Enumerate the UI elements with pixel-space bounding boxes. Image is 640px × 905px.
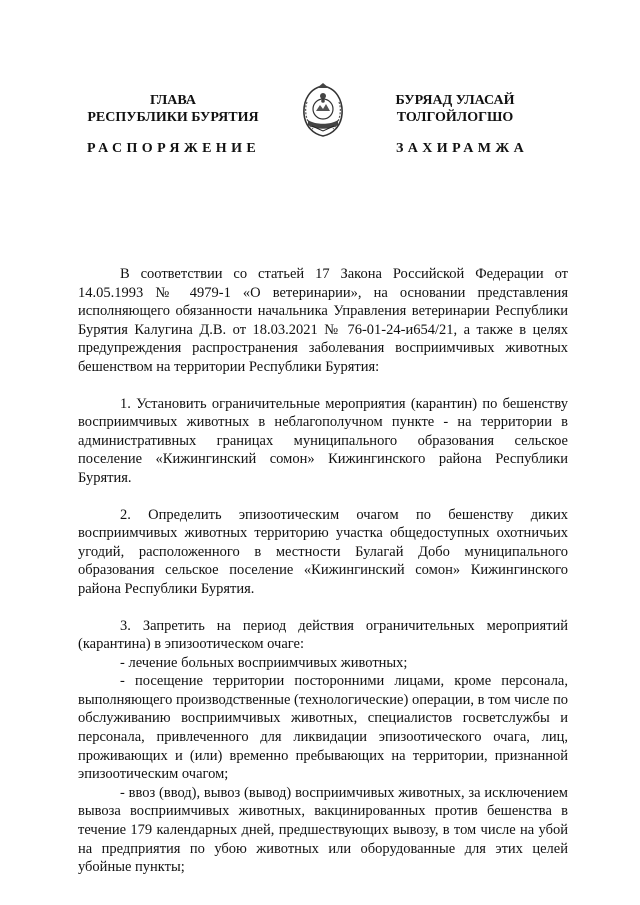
item-3b-paragraph: - посещение территории посторонними лицами, кроме персонала, выполняющего производственные (технологические) операции, в том числе по обслуживанию восприимчивых животных, специалистов госветслужбы и персонала, привлеченного для ликвидации эпизоотического очага, лиц, проживающих и (или) временно пребывающих на территории, признанной эпизоотическим очагом;	[78, 673, 568, 783]
header-left-line1: ГЛАВА	[150, 93, 196, 108]
intro-paragraph: В соответствии со статьей 17 Закона Российской Федерации от 14.05.1993 № 4979-1 «О ветеринарии», на основании представления исполняющего обязанности начальника Управления ветеринарии Республики Бурятия Калугина Д.В. от 18.03.2021 № 76-01-24-и654/21, а также в целях предупреждения распространения заболевания восприимчивых животных бешенством на территории Республики Бурятия:	[78, 266, 568, 375]
doc-type-right: ЗАХИРАМЖА	[396, 141, 529, 156]
item-3c-paragraph: - ввоз (ввод), вывоз (вывод) восприимчивых животных, за исключением вывоза восприимчивых животных, вакцинированных против бешенства в течение 179 календарных дней, предшествующих вывозу, в том числе на убой на предприятия по убою животных или оборудованные для этих целей убойные пункты;	[78, 784, 568, 876]
header-right-line1: БУРЯАД УЛАСАЙ	[395, 93, 515, 108]
item-3-paragraph: 3. Запретить на период действия ограничительных мероприятий (карантина) в эпизоотическом очаге:	[78, 617, 568, 653]
coat-of-arms-icon	[298, 82, 348, 138]
header-right	[370, 92, 540, 126]
header-left-line2: РЕСПУБЛИКИ БУРЯТИЯ	[87, 110, 259, 125]
item-3a-paragraph: - лечение больных восприимчивых животных;	[120, 654, 408, 671]
doc-type-left: РАСПОРЯЖЕНИЕ	[87, 141, 261, 156]
document-body	[78, 265, 568, 877]
header-left	[78, 92, 268, 126]
item-1-paragraph: 1. Установить ограничительные мероприятия (карантин) по бешенству восприимчивых животных в неблагополучном пункте - на территории в административных границах муниципального образования сельское поселение «Кижингинский сомон» Кижингинского района Республики Бурятия.	[78, 395, 568, 486]
item-2-paragraph: 2. Определить эпизоотическим очагом по бешенству диких восприимчивых животных территорию участка общедоступных охотничьих угодий, расположенного в местности Булагай Добо муниципального образования сельское поселение «Кижингинский сомон» Кижингинского района Республики Бурятия.	[78, 506, 568, 597]
header-right-line2: ТОЛГОЙЛОГШО	[396, 110, 514, 125]
